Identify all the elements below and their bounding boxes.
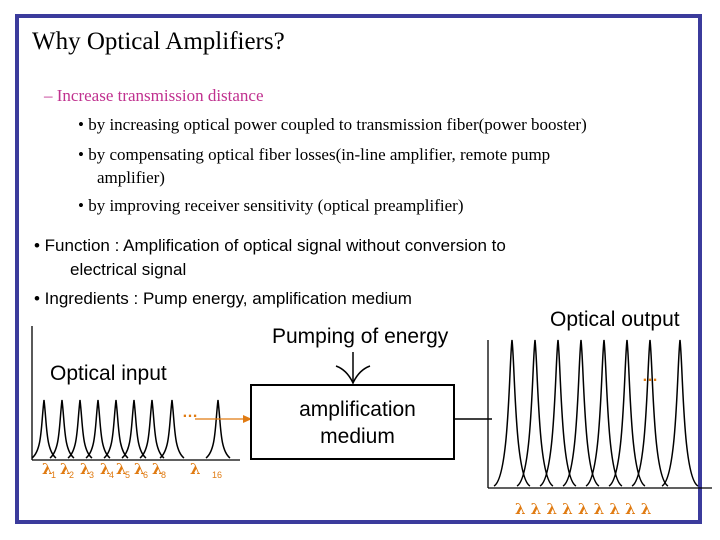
input-peaks [32, 400, 230, 458]
amplification-medium-label [250, 396, 465, 450]
sub-bullet-3: • by improving receiver sensitivity (optical preamplifier) [78, 196, 464, 215]
input-lambda: λ [152, 460, 163, 478]
medium-line-2: medium [320, 425, 395, 448]
bullet-function-cont: electrical signal [70, 260, 187, 279]
dash-bullet: – Increase transmission distance [44, 86, 264, 105]
optical-input-label: Optical input [50, 362, 167, 385]
output-peak [609, 340, 645, 486]
optical-output-label: Optical output [550, 308, 680, 331]
input-lambda: λ [42, 460, 53, 478]
input-peak [140, 400, 164, 458]
sub-bullet-1: • by increasing optical power coupled to transmission fiber(power booster) [78, 115, 587, 134]
output-lambda-labels: λ λ λ λ λ λ λ λ λ [515, 500, 652, 518]
input-peak [122, 400, 146, 458]
input-lambda-subscript: 4 [109, 470, 115, 480]
output-peak [540, 340, 576, 486]
input-lambda-subscript: 3 [89, 470, 95, 480]
medium-line-1: amplification [299, 398, 416, 421]
pumping-label: Pumping of energy [272, 325, 449, 348]
output-peak [517, 340, 553, 486]
sub-bullet-2: • by compensating optical fiber losses(in-line amplifier, remote pump [78, 145, 551, 164]
slide-title: Why Optical Amplifiers? [32, 28, 285, 55]
output-peak [662, 340, 698, 486]
input-lambda: λ [100, 460, 111, 478]
input-lambda-subscript: 16 [212, 470, 223, 480]
output-peak [563, 340, 599, 486]
input-lambda: λ [134, 460, 145, 478]
output-peaks [494, 340, 698, 486]
bullet-ingredients: • Ingredients : Pump energy, amplification medium [34, 289, 412, 308]
input-lambda-subscript: 5 [125, 470, 131, 480]
input-lambda: λ [60, 460, 71, 478]
input-peak [160, 400, 184, 458]
input-peak [50, 400, 74, 458]
input-lambda-subscript: 1 [51, 470, 57, 480]
input-ellipsis: … [182, 404, 198, 421]
input-lambda-subscript: 6 [143, 470, 149, 480]
input-peak [206, 400, 230, 458]
input-lambda: λ [190, 460, 201, 478]
input-lambda-subscript: 8 [161, 470, 167, 480]
output-peak [632, 340, 668, 486]
input-peak [86, 400, 110, 458]
sub-bullet-2-cont: amplifier) [97, 168, 165, 187]
output-peak [586, 340, 622, 486]
input-lambda-subscript: 2 [69, 470, 75, 480]
bullet-function: • Function : Amplification of optical signal without conversion to [34, 236, 506, 255]
output-ellipsis: … [642, 368, 658, 385]
input-peak [32, 400, 56, 458]
input-peak [104, 400, 128, 458]
input-lambda: λ [116, 460, 127, 478]
input-lambda-labels [42, 460, 222, 480]
output-peak [494, 340, 530, 486]
input-peak [68, 400, 92, 458]
input-lambda: λ [80, 460, 91, 478]
